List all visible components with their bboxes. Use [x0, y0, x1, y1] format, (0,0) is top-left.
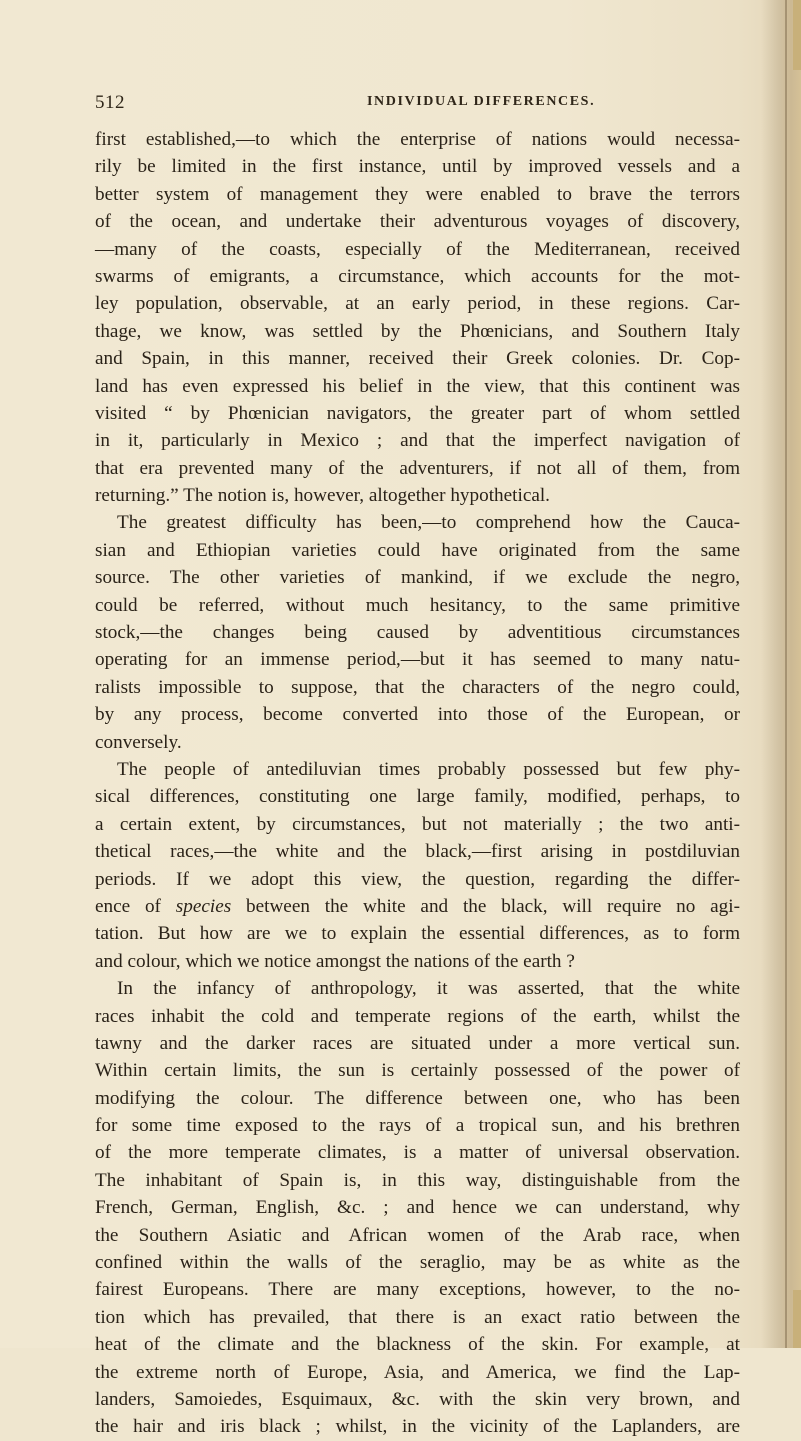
text-line: returning.” The notion is, however, altogether hypothetical. [95, 485, 550, 507]
text-line: thetical races,—the white and the black,—first arising in postdiluvian [95, 841, 740, 863]
page-number: 512 [95, 92, 125, 113]
text-line: the Southern Asiatic and African women of the Arab race, when [95, 1224, 740, 1246]
text-line: a certain extent, by circumstances, but not materially ; the two anti- [95, 813, 740, 835]
text-line: in it, particularly in Mexico ; and that the imperfect navigation of [95, 430, 740, 452]
text-line: that era prevented many of the adventurers, if not all of them, from [95, 457, 740, 479]
text-line: swarms of emigrants, a circumstance, which accounts for the mot- [95, 265, 740, 287]
text-line: of the more temperate climates, is a matter of universal observation. [95, 1142, 740, 1164]
text-line: sian and Ethiopian varieties could have originated from the same [95, 539, 740, 561]
text-line: modifying the colour. The difference between one, who has been [95, 1087, 740, 1109]
page-edge-stain [793, 0, 801, 70]
text-line: tawny and the darker races are situated under a more vertical sun. [95, 1032, 740, 1054]
text-line: of the ocean, and undertake their adventurous voyages of discovery, [95, 211, 740, 233]
text-line: tation. But how are we to explain the essential differences, as to form [95, 923, 740, 945]
text-line: source. The other varieties of mankind, if we exclude the negro, [95, 567, 740, 589]
text-segment: ence of [95, 895, 176, 917]
text-line: conversely. [95, 731, 182, 753]
text-line: The people of antediluvian times probably possessed but few phy- [117, 758, 740, 780]
text-line: operating for an immense period,—but it has seemed to many natu- [95, 649, 740, 671]
text-line: confined within the walls of the seraglio, may be as white as the [95, 1252, 740, 1274]
text-line: first established,—to which the enterprise of nations would necessa- [95, 129, 740, 150]
text-line: races inhabit the cold and temperate regions of the earth, whilst the [95, 1005, 740, 1027]
body-text [95, 126, 740, 1441]
text-line: Within certain limits, the sun is certainly possessed of the power of [95, 1060, 740, 1082]
text-line: stock,—the changes being caused by adventitious circumstances [95, 622, 740, 644]
text-line: heat of the climate and the blackness of the skin. For example, at [95, 1334, 740, 1356]
text-line: periods. If we adopt this view, the question, regarding the differ- [95, 868, 740, 890]
page-edge-stain [793, 1290, 801, 1348]
text-line: could be referred, without much hesitancy, to the same primitive [95, 594, 740, 616]
text-line: ley population, observable, at an early period, in these regions. Car- [95, 293, 740, 315]
text-line: the hair and iris black ; whilst, in the vicinity of the Laplanders, are [95, 1416, 740, 1438]
text-line: fairest Europeans. There are many exceptions, however, to the no- [95, 1279, 740, 1301]
text-line: French, German, English, &c. ; and hence we can understand, why [95, 1197, 740, 1219]
text-line: sical differences, constituting one large family, modified, perhaps, to [95, 786, 740, 808]
text-line: and colour, which we notice amongst the nations of the earth ? [95, 950, 575, 972]
text-segment: between the white and the black, will require no agi- [231, 895, 740, 917]
text-line: landers, Samoiedes, Esquimaux, &c. with the skin very brown, and [95, 1388, 740, 1410]
text-line: by any process, become converted into those of the European, or [95, 704, 740, 726]
text-line: thage, we know, was settled by the Phœnicians, and Southern Italy [95, 320, 740, 342]
text-line: In the infancy of anthropology, it was asserted, that the white [117, 978, 740, 1000]
text-line: for some time exposed to the rays of a tropical sun, and his brethren [95, 1115, 740, 1137]
text-line: visited “ by Phœnician navigators, the greater part of whom settled [95, 402, 740, 424]
text-line: —many of the coasts, especially of the Mediterranean, received [95, 238, 740, 260]
text-line: better system of management they were enabled to brave the terrors [95, 183, 740, 205]
text-line: land has even expressed his belief in the view, that this continent was [95, 375, 740, 397]
page-edge-line [785, 0, 787, 1348]
text-line: The greatest difficulty has been,—to comprehend how the Cauca- [117, 512, 740, 534]
running-head: INDIVIDUAL DIFFERENCES. [367, 94, 596, 109]
text-line: and Spain, in this manner, received their Greek colonies. Dr. Cop- [95, 348, 740, 370]
text-line: The inhabitant of Spain is, in this way, distinguishable from the [95, 1169, 740, 1191]
text-line: rily be limited in the first instance, until by improved vessels and a [95, 156, 740, 178]
page-gutter-shadow [761, 0, 801, 1348]
text-line: ralists impossible to suppose, that the characters of the negro could, [95, 676, 740, 698]
italic-term: species [175, 895, 232, 917]
page-header [95, 92, 735, 118]
text-line: tion which has prevailed, that there is an exact ratio between the [95, 1306, 740, 1328]
text-line: the extreme north of Europe, Asia, and America, we find the Lap- [95, 1361, 740, 1383]
text-line [95, 893, 740, 920]
